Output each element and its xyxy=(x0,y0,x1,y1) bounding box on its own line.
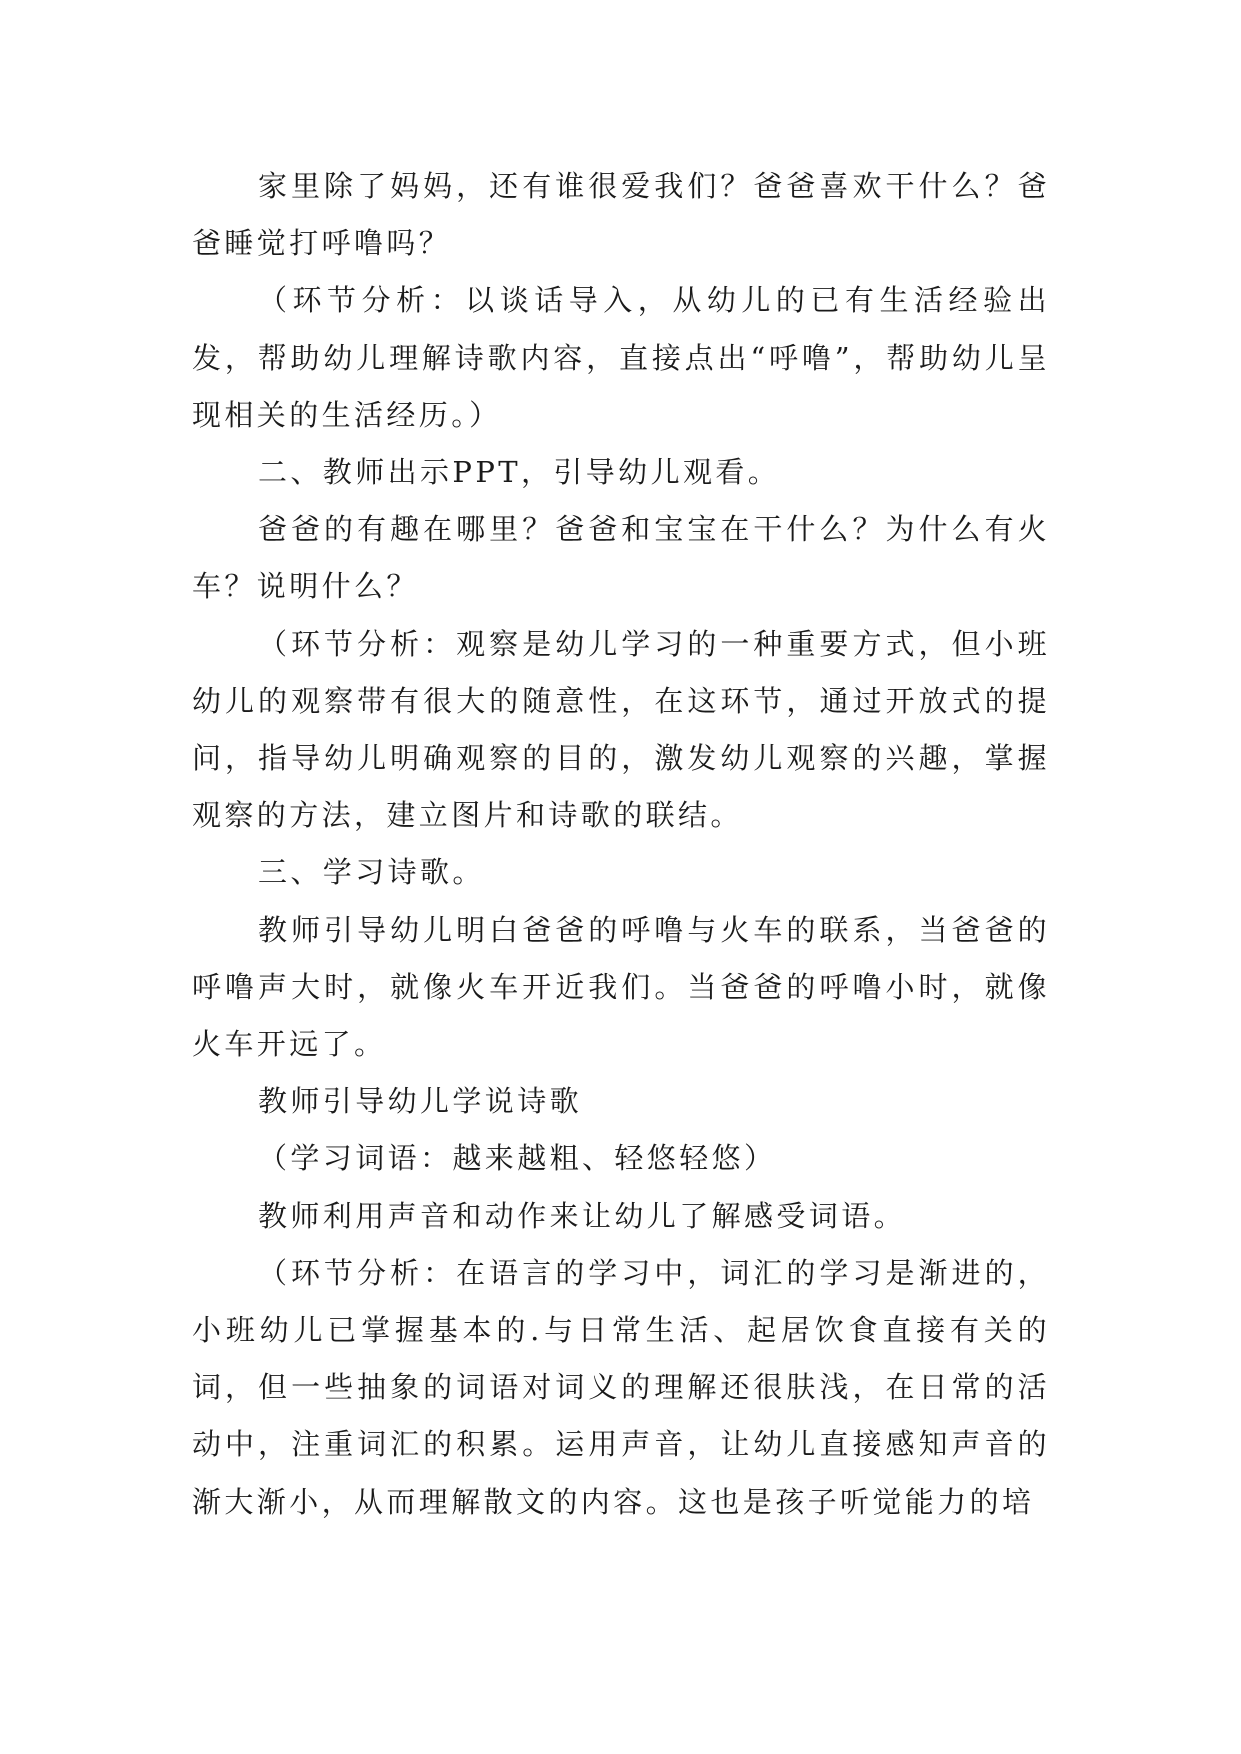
heading-step-2: 二、教师出示PPT，引导幼儿观看。 xyxy=(258,455,781,490)
paragraph-sound-action: 教师利用声音和动作来让幼儿了解感受词语。 xyxy=(258,1198,907,1233)
paragraph-step-2-questions: 爸爸的有趣在哪里？爸爸和宝宝在干什么？为什么有火车？说明什么？ xyxy=(192,512,1050,604)
paragraph-vocabulary: （学习词语：越来越粗、轻悠轻悠） xyxy=(258,1141,777,1176)
paragraph-analysis-3: （环节分析：在语言的学习中，词汇的学习是渐进的，小班幼儿已掌握基本的.与日常生活、起居饮食直接有关的词，但一些抽象的词语对词义的理解还很肤浅，在日常的活动中，注重词汇的积累。运用声音，让幼儿直接感知声音的渐大渐小，从而理解散文的内容。这也是孩子听觉能力的培 xyxy=(192,1255,1050,1519)
document-page xyxy=(192,158,1050,1531)
paragraph-intro-questions: 家里除了妈妈，还有谁很爱我们？爸爸喜欢干什么？爸爸睡觉打呼噜吗？ xyxy=(192,169,1050,261)
paragraph-analysis-2: （环节分析：观察是幼儿学习的一种重要方式，但小班幼儿的观察带有很大的随意性，在这环节，通过开放式的提问，指导幼儿明确观察的目的，激发幼儿观察的兴趣，掌握观察的方法，建立图片和诗歌的联结。 xyxy=(192,626,1050,833)
heading-step-3: 三、学习诗歌。 xyxy=(258,855,485,890)
paragraph-learn-poem: 教师引导幼儿学说诗歌 xyxy=(258,1084,583,1119)
paragraph-analysis-1: （环节分析：以谈话导入，从幼儿的已有生活经验出发，帮助幼儿理解诗歌内容，直接点出“呼噜”，帮助幼儿呈现相关的生活经历。） xyxy=(192,283,1050,432)
paragraph-step-3-guidance: 教师引导幼儿明白爸爸的呼噜与火车的联系，当爸爸的呼噜声大时，就像火车开近我们。当爸爸的呼噜小时，就像火车开远了。 xyxy=(192,912,1050,1062)
